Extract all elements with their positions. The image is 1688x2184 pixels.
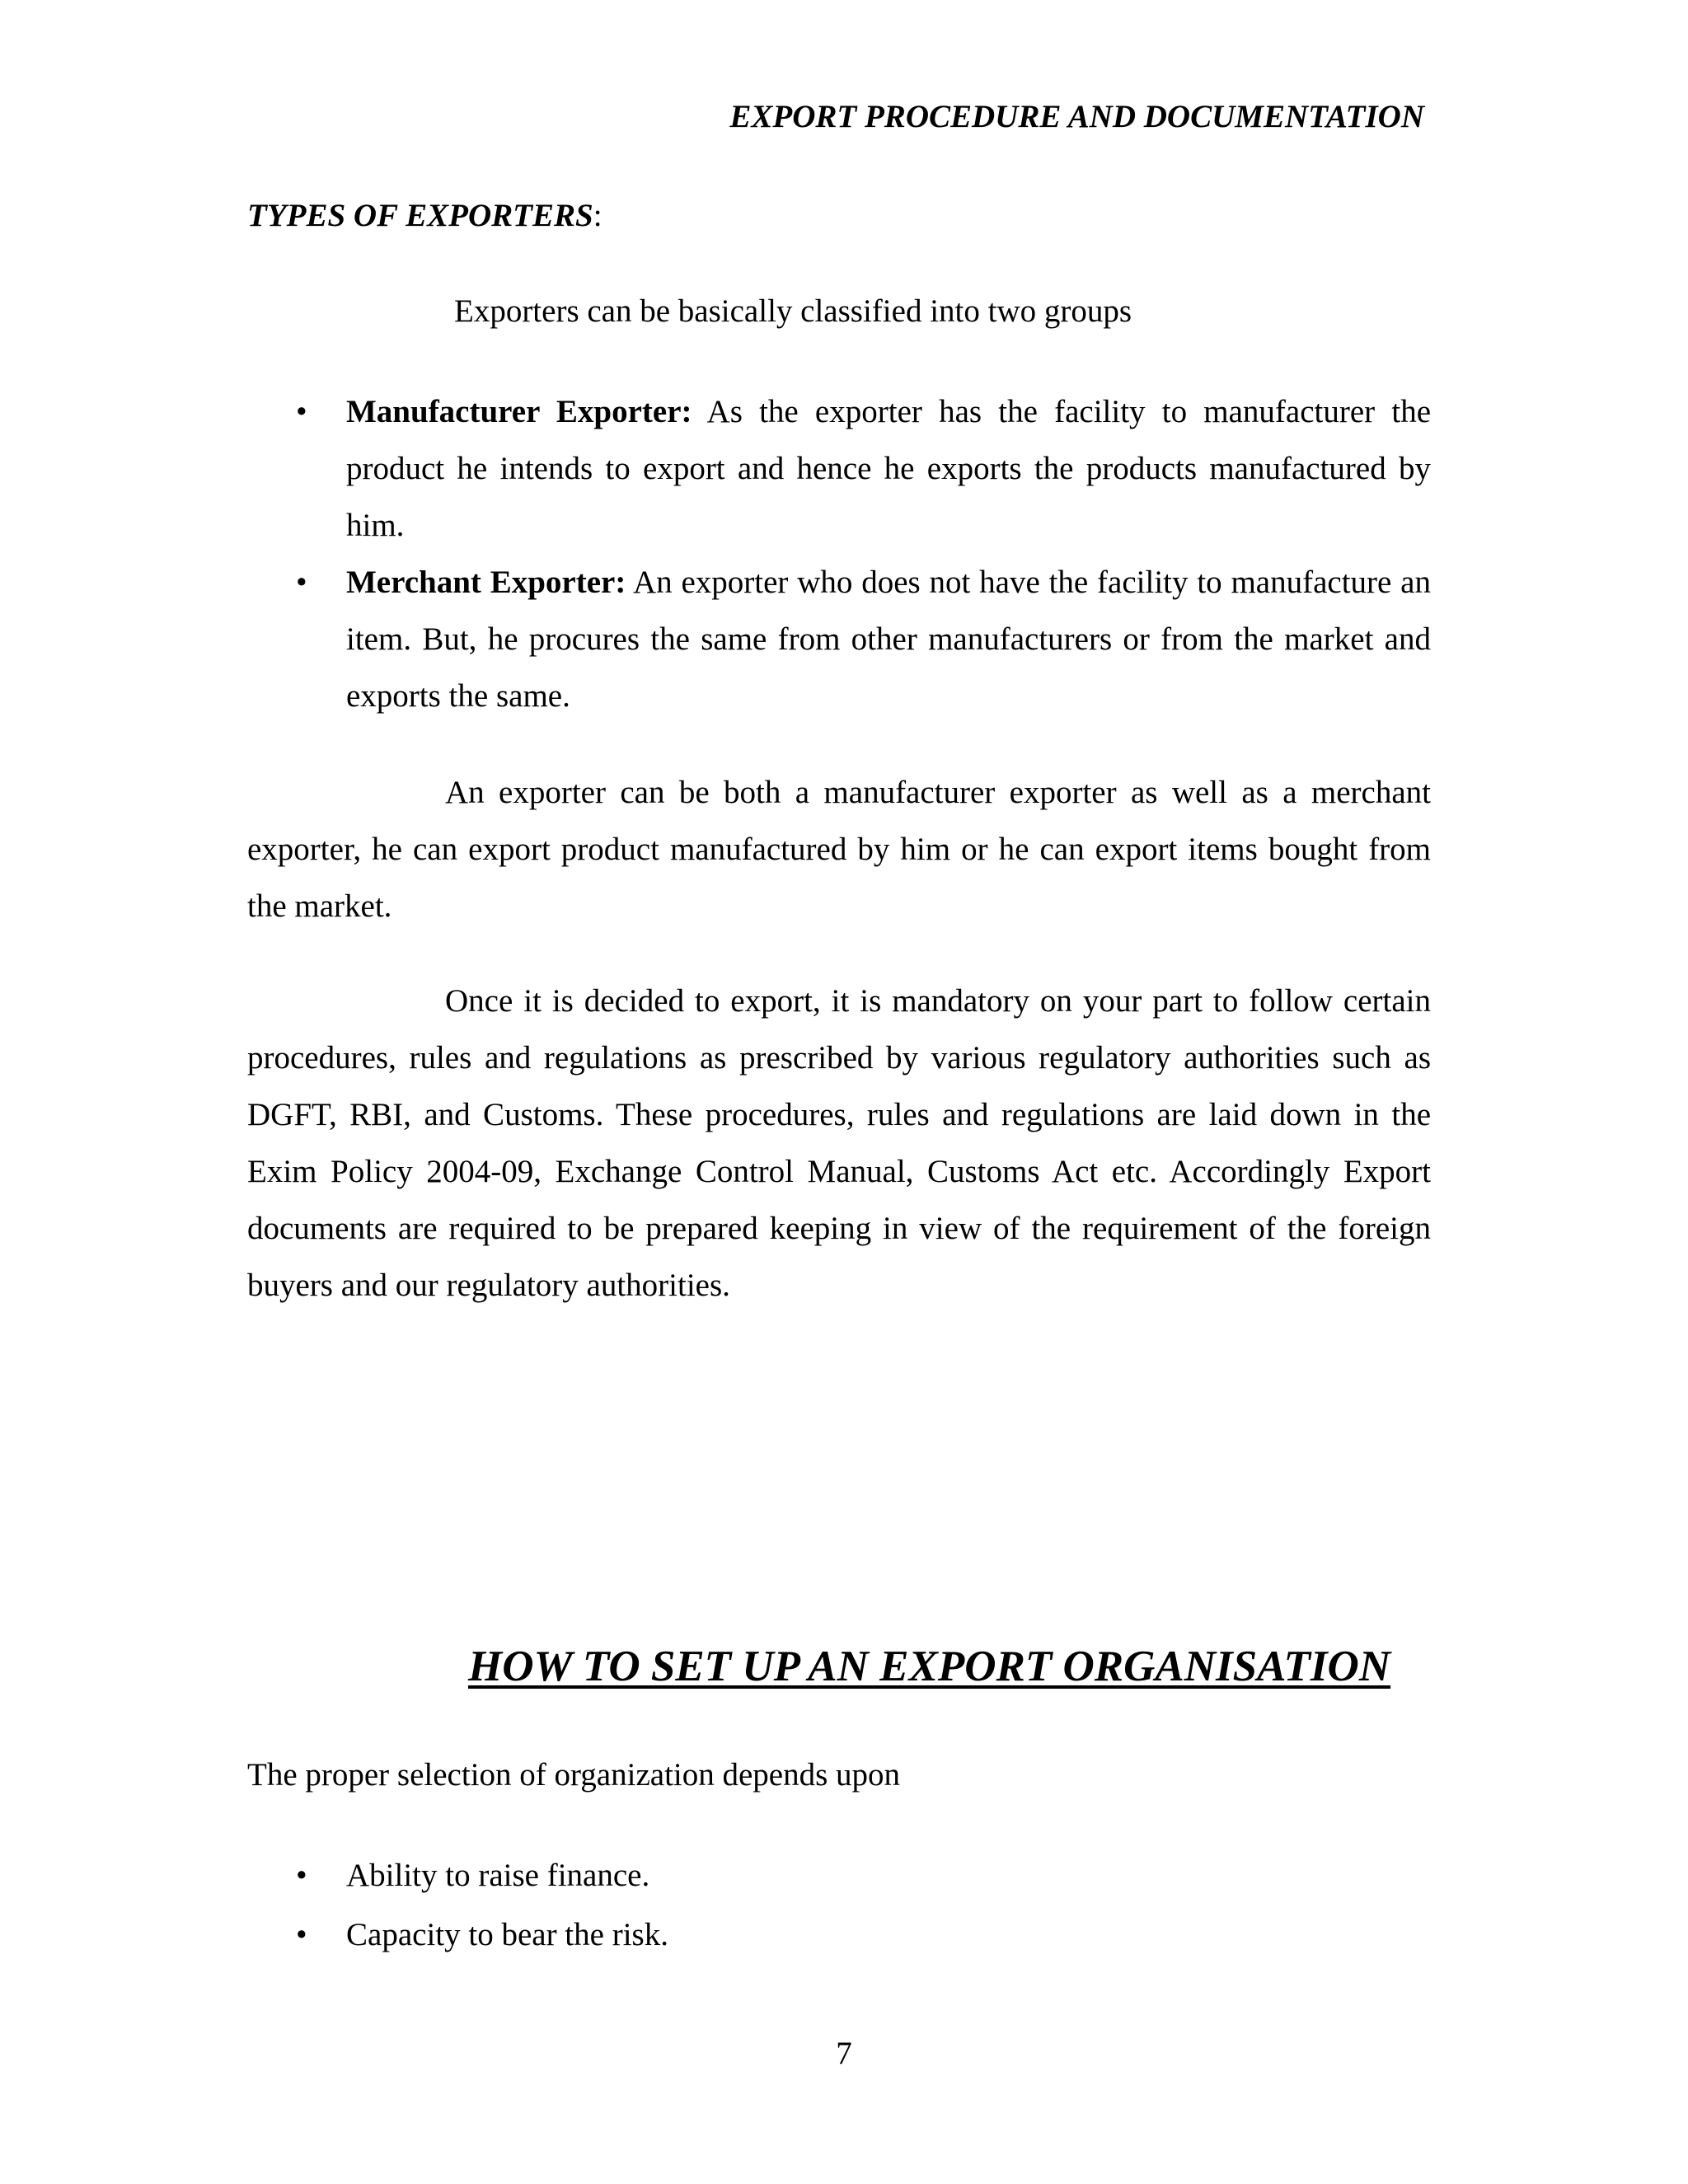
bullet-icon: • — [296, 565, 307, 600]
list-item-description: An exporter who does not have the facility to manufacture an item. But, he procures the same from other manufacturers or from the market and exports the same. — [346, 565, 1431, 714]
list-item-term: Manufacturer Exporter: — [346, 394, 692, 429]
list-item-description: As the exporter has the facility to manufacturer the product he intends to export and hence he exports the products manufactured by him. — [346, 394, 1432, 543]
page-number: 7 — [836, 2036, 852, 2071]
section-heading-export-organisation: HOW TO SET UP AN EXPORT ORGANISATION — [468, 1643, 1391, 1690]
types-intro-text: Exporters can be basically classified into two groups — [454, 293, 1132, 329]
list-item-text: Ability to raise finance. — [346, 1858, 650, 1893]
list-item-risk — [247, 1905, 1431, 1965]
section-heading-types-of-exporters — [247, 194, 603, 237]
running-header: EXPORT PROCEDURE AND DOCUMENTATION — [729, 99, 1424, 134]
section-heading-colon: : — [593, 198, 603, 233]
paragraph-both-exporter-types: An exporter can be both a manufacturer exporter as well as a merchant exporter, he can export product manufactured by him or he can export items bought from the market. — [247, 775, 1431, 924]
bullet-icon: • — [296, 1858, 307, 1893]
bullet-icon: • — [296, 1917, 307, 1952]
organisation-factors-list — [247, 1846, 1431, 1965]
list-item-term: Merchant Exporter: — [346, 565, 626, 600]
list-item-text: Capacity to bear the risk. — [346, 1917, 668, 1952]
paragraph-export-procedures: Once it is decided to export, it is mandatory on your part to follow certain procedures, rules and regulations as prescribed by various regulatory authorities such as DGFT, RBI, and Customs. These procedures, rules and regulations are laid down in the Exim Policy 2004-09, Exchange Control Manual, Customs Act etc. Accordingly Export documents are required to be prepared keeping in view of the requirement of the foreign buyers and our regulatory authorities. — [247, 983, 1431, 1303]
list-item-merchant-exporter — [247, 554, 1431, 724]
organisation-intro-text: The proper selection of organization depends upon — [247, 1757, 901, 1793]
list-item-finance — [247, 1846, 1431, 1905]
list-item-manufacturer-exporter — [247, 383, 1431, 554]
section-heading-text: TYPES OF EXPORTERS — [247, 198, 593, 233]
bullet-icon: • — [296, 394, 307, 429]
exporter-types-list — [247, 383, 1431, 724]
